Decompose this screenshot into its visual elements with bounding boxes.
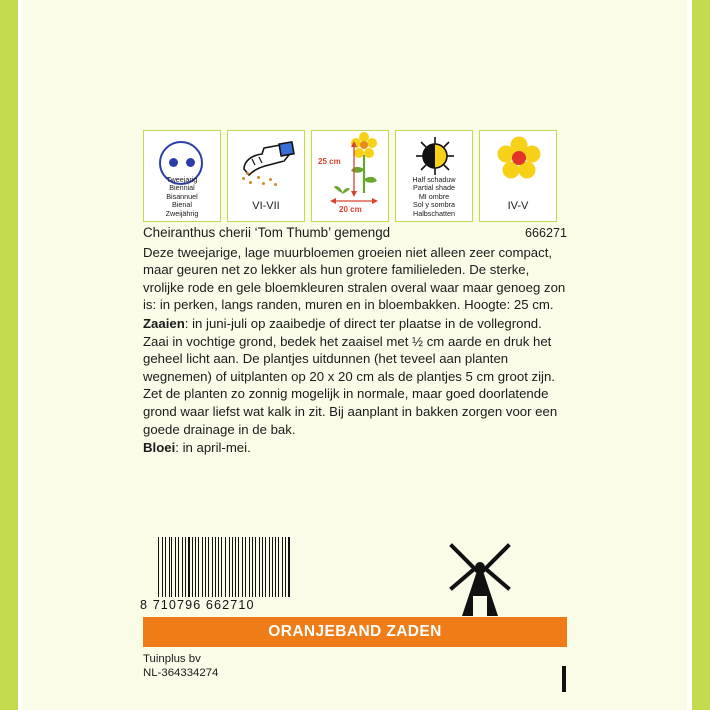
barcode-bar bbox=[235, 537, 236, 597]
barcode-bar bbox=[166, 537, 167, 597]
barcode-bar bbox=[182, 537, 183, 597]
icon-sowing-period bbox=[227, 130, 305, 222]
barcode bbox=[158, 537, 292, 597]
barcode-number: 8 710796 662710 bbox=[140, 598, 255, 612]
barcode-bar bbox=[232, 537, 233, 597]
description-block bbox=[143, 224, 567, 457]
windmill-icon bbox=[440, 540, 520, 618]
right-white-edge bbox=[687, 0, 692, 710]
intro-paragraph: Deze tweejarige, lage muurbloemen groeien niet alleen zeer compact, maar geuren net zo lekker als hun grotere familieleden. De sterke, vrolijke rode en gele bloemkleuren stralen overal waar maar genoeg zon is: in perken, langs randen, muren en in bloembakken. Hoogte: 25 cm. bbox=[143, 244, 566, 313]
brand-name: ORANJEBAND ZADEN bbox=[268, 623, 442, 640]
company-name: Tuinplus bv bbox=[143, 653, 201, 665]
sowing-hand-icon bbox=[228, 139, 305, 185]
barcode-bar bbox=[197, 537, 198, 597]
barcode-bar bbox=[221, 537, 222, 597]
barcode-bar bbox=[173, 537, 174, 597]
barcode-bar bbox=[205, 537, 206, 597]
icon-biennial bbox=[143, 130, 221, 222]
barcode-bar bbox=[158, 537, 159, 597]
barcode-bar bbox=[242, 537, 243, 597]
barcode-bar bbox=[288, 537, 289, 597]
icon-flowering-period bbox=[479, 130, 557, 222]
sowing-label: Zaaien bbox=[143, 315, 185, 331]
brand-band bbox=[143, 617, 567, 647]
barcode-bar bbox=[246, 537, 247, 597]
flower-icon bbox=[497, 134, 541, 187]
plant-width-label: 20 cm bbox=[339, 205, 362, 214]
barcode-bar bbox=[200, 537, 201, 597]
barcode-bar bbox=[195, 537, 196, 597]
registration-number: NL-364334274 bbox=[143, 667, 219, 679]
barcode-bar bbox=[186, 537, 187, 597]
barcode-bar bbox=[210, 537, 211, 597]
barcode-bar bbox=[262, 537, 263, 597]
right-green-edge bbox=[692, 0, 710, 710]
barcode-bar bbox=[252, 537, 253, 597]
barcode-bar bbox=[273, 537, 274, 597]
plant-height-label: 25 cm bbox=[318, 157, 341, 166]
barcode-bar bbox=[178, 537, 179, 597]
sowing-period-label: VI-VII bbox=[252, 200, 280, 212]
bloom-label: Bloei bbox=[143, 440, 176, 456]
partial-shade-caption: Half schaduw Partial shade MI ombre Sol y sombra Halbschatten bbox=[412, 174, 456, 218]
partial-shade-icon bbox=[410, 136, 460, 174]
barcode-bar bbox=[212, 537, 213, 597]
icon-plant-dimensions bbox=[311, 130, 389, 222]
product-title-row bbox=[143, 224, 567, 243]
barcode-bar bbox=[171, 537, 172, 597]
sowing-paragraph bbox=[143, 315, 567, 438]
left-green-edge bbox=[0, 0, 18, 710]
barcode-bar bbox=[282, 537, 283, 597]
bloom-text: : in april-mei. bbox=[175, 440, 251, 456]
biennial-caption: Tweejarig Biennial Bisannuel Bienal Zweijährig bbox=[165, 174, 199, 218]
flowering-period-label: IV-V bbox=[507, 200, 529, 212]
barcode-bar bbox=[284, 537, 285, 597]
product-code: 666271 bbox=[524, 226, 567, 240]
barcode-bar bbox=[269, 537, 270, 597]
barcode-bar bbox=[266, 537, 267, 597]
sowing-text: : in juni-juli op zaaibedje of direct ter plaatse in de vollegrond. Zaai in vochtige grond, bedek het zaaisel met ½ cm aarde en druk het geheel licht aan. De plantjes uitdunnen (het teveel aan planten wegnemen) of uitplanten op 20 x 20 cm als de plantjes 5 cm groot zijn. Zet de planten zo zonnig mogelijk in normale, maar goed doorlatende grond waar liefst wat kalk in zit. Bij aanplant in bakken zorgen voor een goede drainage in de bak. bbox=[143, 315, 558, 437]
product-title: Cheiranthus cherii ‘Tom Thumb’ gemengd bbox=[143, 225, 391, 240]
barcode-bar bbox=[257, 537, 258, 597]
barcode-bar bbox=[215, 537, 216, 597]
barcode-bar bbox=[223, 537, 224, 597]
footer-block bbox=[143, 652, 218, 680]
barcode-bar bbox=[255, 537, 256, 597]
barcode-bar bbox=[188, 537, 189, 597]
barcode-bar bbox=[240, 537, 241, 597]
barcode-bar bbox=[278, 537, 279, 597]
bloom-paragraph bbox=[143, 439, 567, 457]
pictogram-row bbox=[143, 130, 567, 222]
barcode-bar bbox=[227, 537, 228, 597]
print-tick-mark bbox=[562, 666, 566, 692]
barcode-bar bbox=[163, 537, 164, 597]
icon-partial-shade bbox=[395, 130, 473, 222]
left-white-edge bbox=[18, 0, 23, 710]
